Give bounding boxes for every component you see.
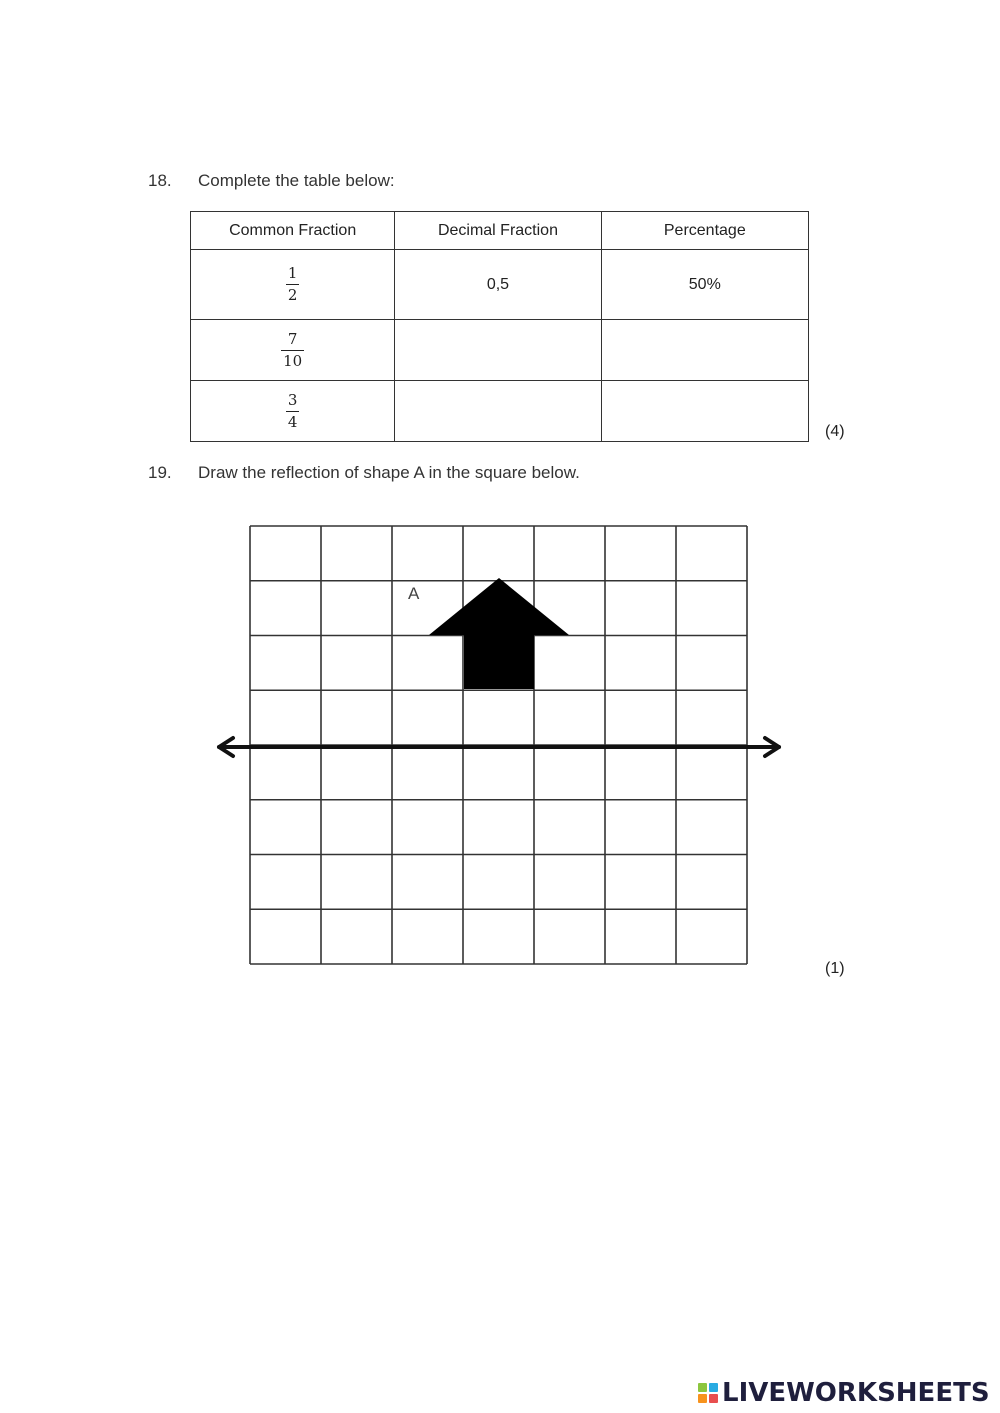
question-18-number: 18.	[148, 171, 172, 190]
logo-icon-red	[709, 1394, 718, 1403]
fraction-one-half	[286, 265, 300, 304]
table-row	[191, 320, 809, 381]
header-percentage: Percentage	[601, 212, 808, 250]
decimal-answer-cell[interactable]	[395, 381, 601, 442]
percent-answer-cell[interactable]	[601, 320, 808, 381]
percent-answer-cell[interactable]	[601, 381, 808, 442]
question-18-text: Complete the table below:	[198, 171, 395, 190]
header-common-fraction: Common Fraction	[191, 212, 395, 250]
numerator: 1	[287, 264, 298, 282]
denominator: 4	[287, 412, 298, 431]
denominator: 10	[283, 351, 303, 370]
decimal-cell: 0,5	[395, 250, 601, 320]
question-18-marks: (4)	[825, 423, 845, 440]
fraction-table	[190, 211, 809, 442]
fraction-cell	[191, 381, 395, 442]
liveworksheets-logo	[698, 1378, 990, 1408]
fraction-cell	[191, 320, 395, 381]
reflection-grid[interactable]	[205, 510, 795, 975]
table-row	[191, 250, 809, 320]
logo-icon	[698, 1383, 718, 1403]
table-row	[191, 381, 809, 442]
logo-icon-orange	[698, 1394, 707, 1403]
mirror-line	[219, 738, 779, 756]
logo-text: LIVEWORKSHEETS	[722, 1378, 990, 1408]
question-19-marks: (1)	[825, 960, 845, 977]
numerator: 7	[287, 329, 298, 348]
percent-cell: 50%	[601, 250, 808, 320]
fraction-three-quarters	[286, 392, 300, 431]
question-19-number: 19.	[148, 463, 172, 482]
decimal-answer-cell[interactable]	[395, 320, 601, 381]
shape-a-label: A	[408, 584, 420, 603]
header-decimal-fraction: Decimal Fraction	[395, 212, 601, 250]
shape-a-arrow	[429, 578, 569, 689]
logo-icon-green	[698, 1383, 707, 1392]
denominator: 2	[287, 286, 298, 304]
question-19-text: Draw the reflection of shape A in the square below.	[198, 463, 580, 482]
numerator: 3	[287, 390, 298, 409]
fraction-seven-tenths	[281, 331, 304, 370]
logo-icon-blue	[709, 1383, 718, 1392]
fraction-cell	[191, 250, 395, 320]
